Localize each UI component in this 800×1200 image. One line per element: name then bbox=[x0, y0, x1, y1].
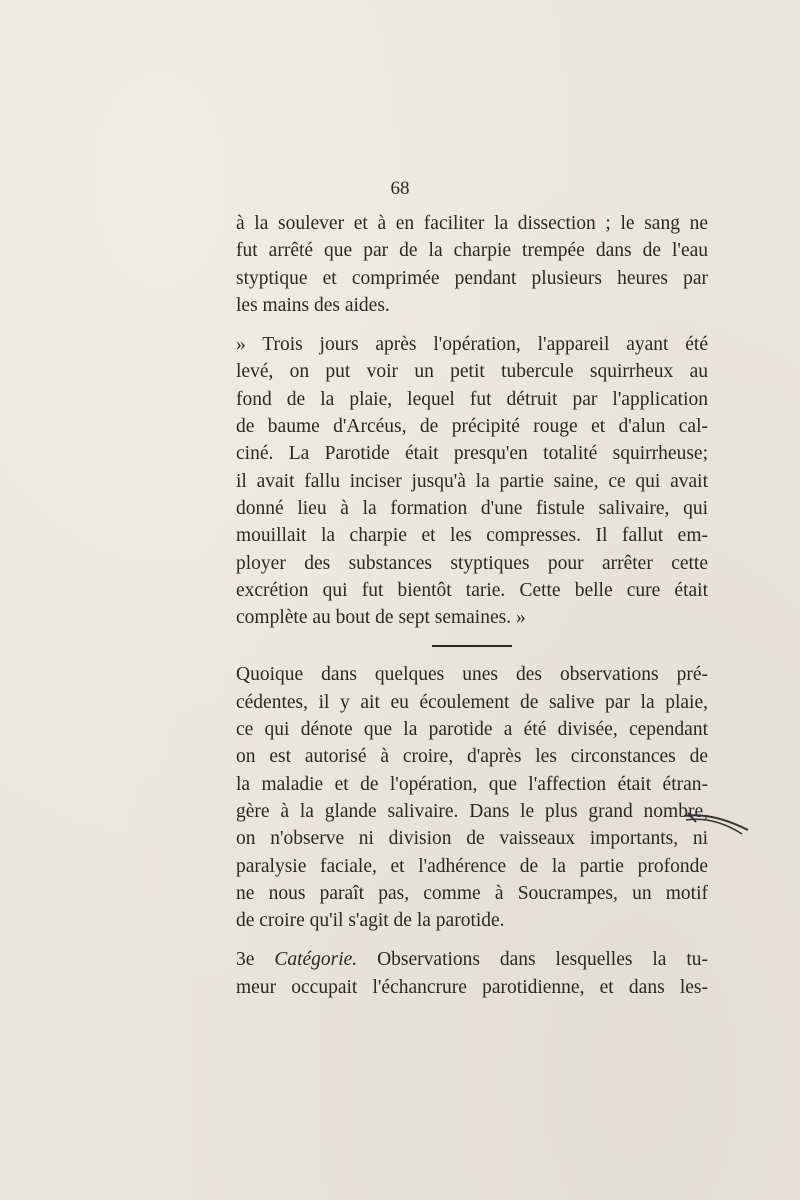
text-line: ployer des substances styptiques pour arrêter cette bbox=[236, 552, 708, 574]
category-first-line bbox=[236, 946, 708, 973]
category-heading: Catégorie. bbox=[274, 949, 358, 971]
paragraph-2 bbox=[236, 331, 708, 631]
page-number: 68 bbox=[390, 178, 410, 199]
text-line: mouillait la charpie et les compresses. Il fallut em- bbox=[236, 525, 708, 547]
text-line: excrétion qui fut bientôt tarie. Cette belle cure était bbox=[236, 579, 708, 601]
text-line: styptique et comprimée pendant plusieurs heures par bbox=[236, 267, 708, 289]
section-divider bbox=[432, 645, 512, 647]
text-block bbox=[236, 210, 708, 1001]
text-line: Quoique dans quelques unes des observations pré- bbox=[236, 664, 708, 686]
text-line: paralysie faciale, et l'adhérence de la partie profonde bbox=[236, 855, 708, 877]
text-line: il avait fallu inciser jusqu'à la partie saine, ce qui avait bbox=[236, 470, 708, 492]
text-line: gère à la glande salivaire. Dans le plus grand nombre, bbox=[236, 800, 708, 822]
text-line: de croire qu'il s'agit de la parotide. bbox=[236, 910, 505, 932]
text-line: fond de la plaie, lequel fut détruit par l'application bbox=[236, 388, 708, 410]
paragraph-1 bbox=[236, 210, 708, 319]
pencil-mark bbox=[682, 808, 752, 838]
text-line: à la soulever et à en faciliter la dissection ; le sang ne bbox=[236, 213, 708, 234]
text-line: donné lieu à la formation d'une fistule salivaire, qui bbox=[236, 497, 708, 519]
text-line: ciné. La Parotide était presqu'en totalité squirrheuse; bbox=[236, 443, 708, 465]
text-line: cédentes, il y ait eu écoulement de salive par la plaie, bbox=[236, 691, 708, 713]
text-line: on n'observe ni division de vaisseaux importants, ni bbox=[236, 828, 708, 850]
text-line: la maladie et de l'opération, que l'affection était étran- bbox=[236, 773, 708, 795]
text-line: fut arrêté que par de la charpie trempée dans de l'eau bbox=[236, 240, 708, 262]
text-line: on est autorisé à croire, d'après les circonstances de bbox=[236, 746, 708, 768]
category-paragraph bbox=[236, 946, 708, 1001]
category-line-text: Observations dans lesquelles la tu- bbox=[377, 949, 708, 971]
text-line: ce qui dénote que la parotide a été divisée, cependant bbox=[236, 719, 708, 741]
text-line: meur occupait l'échancrure parotidienne, et dans les- bbox=[236, 976, 708, 998]
text-line: de baume d'Arcéus, de précipité rouge et d'alun cal- bbox=[236, 416, 708, 438]
category-number: 3e bbox=[236, 949, 255, 971]
text-line: » Trois jours après l'opération, l'appareil ayant été bbox=[236, 334, 708, 356]
text-line: les mains des aides. bbox=[236, 294, 390, 316]
paragraph-3 bbox=[236, 661, 708, 934]
text-line: complète au bout de sept semaines. » bbox=[236, 607, 526, 629]
text-line: ne nous paraît pas, comme à Soucrampes, un motif bbox=[236, 882, 708, 904]
text-line: levé, on put voir un petit tubercule squirrheux au bbox=[236, 361, 708, 383]
